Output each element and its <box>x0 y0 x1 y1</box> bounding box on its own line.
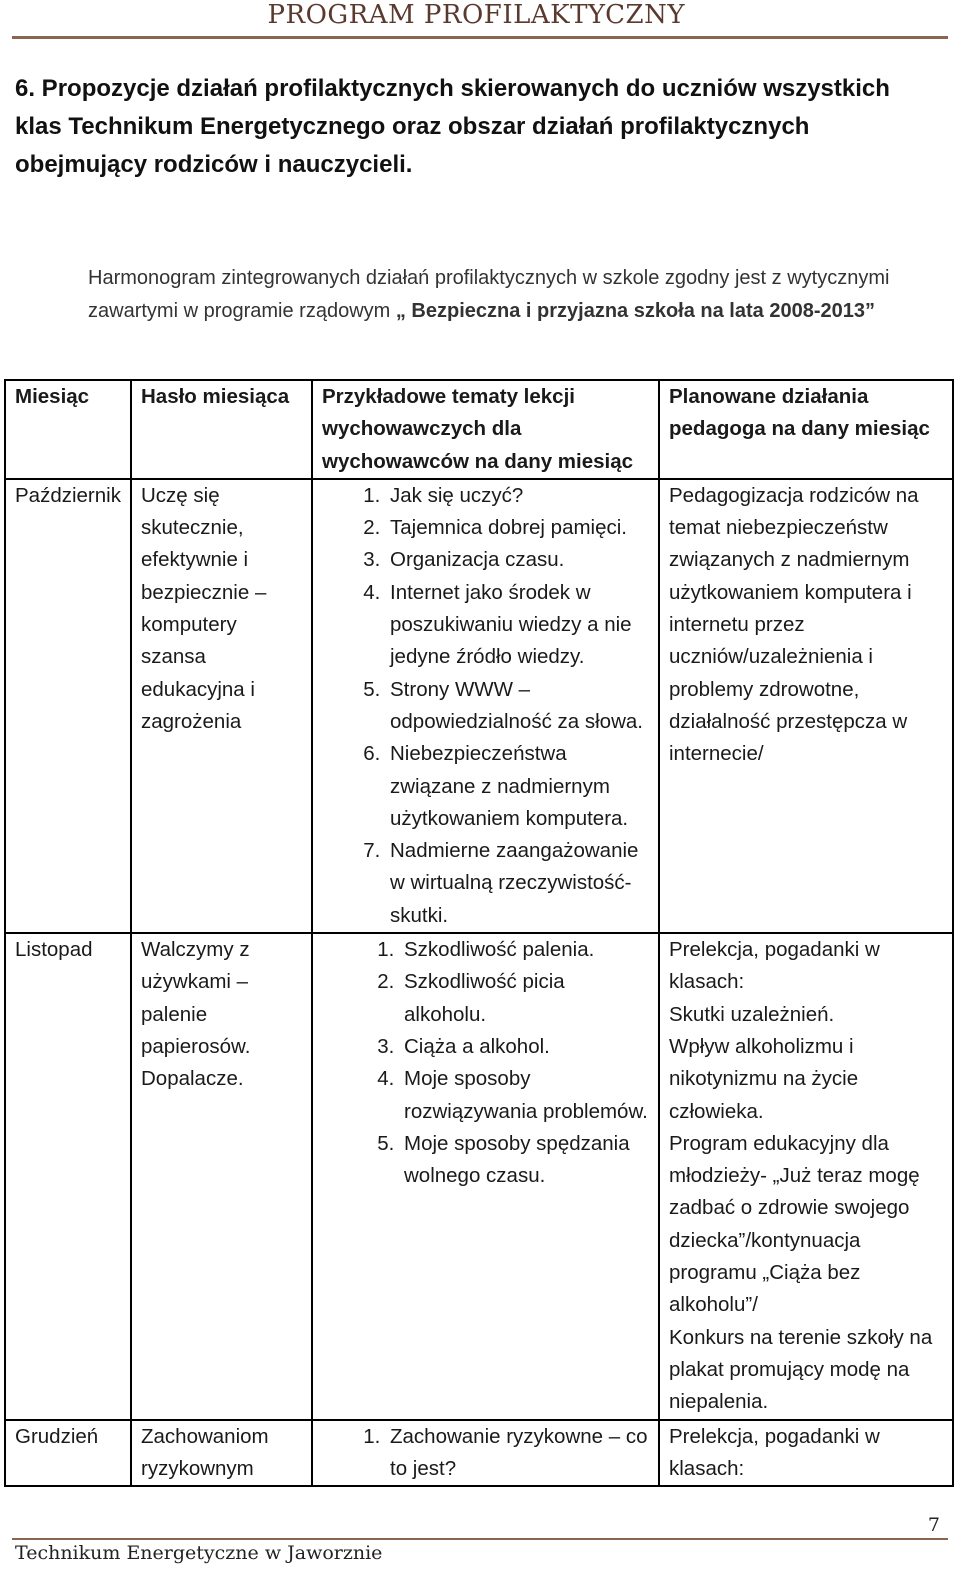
list-item: 6. Niebezpieczeństwa związane z nadmiernym użytkowaniem komputera. <box>386 738 652 835</box>
footer-school-name: Technikum Energetyczne w Jaworznie <box>15 1542 383 1564</box>
prevention-schedule-table <box>4 379 954 1487</box>
topics-cell <box>312 1420 659 1487</box>
list-item: 1. Szkodliwość palenia. <box>400 934 652 966</box>
header-motto: Hasło miesiąca <box>131 380 312 479</box>
list-item: 5. Strony WWW – odpowiedzialność za słowa. <box>386 674 652 739</box>
list-item: 4. Internet jako środek w poszukiwaniu wiedzy a nie jedyne źródło wiedzy. <box>386 577 652 674</box>
action-line: Konkurs na terenie szkoły na plakat promujący modę na niepalenia. <box>669 1325 933 1414</box>
motto-cell: Walczymy z używkami – palenie papierosów. Dopalacze. <box>131 933 312 1419</box>
month-cell: Listopad <box>5 933 131 1419</box>
intro-program-name: „ Bezpieczna i przyjazna szkoła na lata 2008-2013” <box>395 300 875 322</box>
header-rule <box>12 36 948 39</box>
topics-cell <box>312 933 659 1419</box>
list-item: 1. Zachowanie ryzykowne – co to jest? <box>386 1421 652 1486</box>
header-actions: Planowane działania pedagoga na dany miesiąc <box>659 380 953 479</box>
header-month: Miesiąc <box>5 380 131 479</box>
action-line: Program edukacyjny dla młodzieży- „Już teraz mogę zadbać o zdrowie swojego dziecka”/kontynuacja programu „Ciąża bez alkoholu”/ <box>669 1131 920 1317</box>
table-row-october <box>5 479 953 933</box>
list-item: 4. Moje sposoby rozwiązywania problemów. <box>400 1063 652 1128</box>
actions-cell <box>659 933 953 1419</box>
actions-cell: Prelekcja, pogadanki w klasach: <box>659 1420 953 1487</box>
motto-cell: Uczę się skutecznie, efektywnie i bezpiecznie – komputery szansa edukacyjna i zagrożenia <box>131 479 312 933</box>
action-line: Prelekcja, pogadanki w klasach: <box>669 938 880 994</box>
action-line: Wpływ alkoholizmu i nikotynizmu na życie człowieka. <box>669 1034 859 1123</box>
actions-cell: Pedagogizacja rodziców na temat niebezpieczeństw związanych z nadmiernym użytkowaniem komputera i internetu przez uczniów/uzależnienia i problemy zdrowotne, działalność przestępcza w internecie/ <box>659 479 953 933</box>
table-header-row <box>5 380 953 479</box>
list-item: 7. Nadmierne zaangażowanie w wirtualną rzeczywistość- skutki. <box>386 835 652 932</box>
topics-list <box>322 934 652 1192</box>
month-cell: Grudzień <box>5 1420 131 1487</box>
header-topics: Przykładowe tematy lekcji wychowawczych dla wychowawców na dany miesiąc <box>312 380 659 479</box>
section-heading: 6. Propozycje działań profilaktycznych skierowanych do uczniów wszystkich klas Technikum Energetycznego oraz obszar działań profilaktycznych obejmujący rodziców i nauczycieli. <box>15 75 890 178</box>
list-item: 2. Szkodliwość picia alkoholu. <box>400 966 652 1031</box>
topics-cell <box>312 479 659 933</box>
list-item: 5. Moje sposoby spędzania wolnego czasu. <box>400 1128 652 1193</box>
footer-rule <box>12 1538 948 1540</box>
table-row-december <box>5 1420 953 1487</box>
topics-list <box>322 480 652 932</box>
list-item: 3. Organizacja czasu. <box>386 544 652 576</box>
intro-text: Harmonogram zintegrowanych działań profilaktycznych w szkole zgodny jest z wytycznymi zawartymi w programie rządowym <box>88 267 890 322</box>
topics-list <box>322 1421 652 1486</box>
list-item: 3. Ciąża a alkohol. <box>400 1031 652 1063</box>
action-line: Skutki uzależnień. <box>669 1002 835 1026</box>
month-cell: Październik <box>5 479 131 933</box>
intro-paragraph <box>88 262 948 328</box>
page-header-title: PROGRAM PROFILAKTYCZNY <box>267 0 685 30</box>
list-item: 2. Tajemnica dobrej pamięci. <box>386 512 652 544</box>
motto-cell: Zachowaniom ryzykownym <box>131 1420 312 1487</box>
list-item: 1. Jak się uczyć? <box>386 480 652 512</box>
page-number: 7 <box>927 1514 940 1536</box>
table-row-november <box>5 933 953 1419</box>
